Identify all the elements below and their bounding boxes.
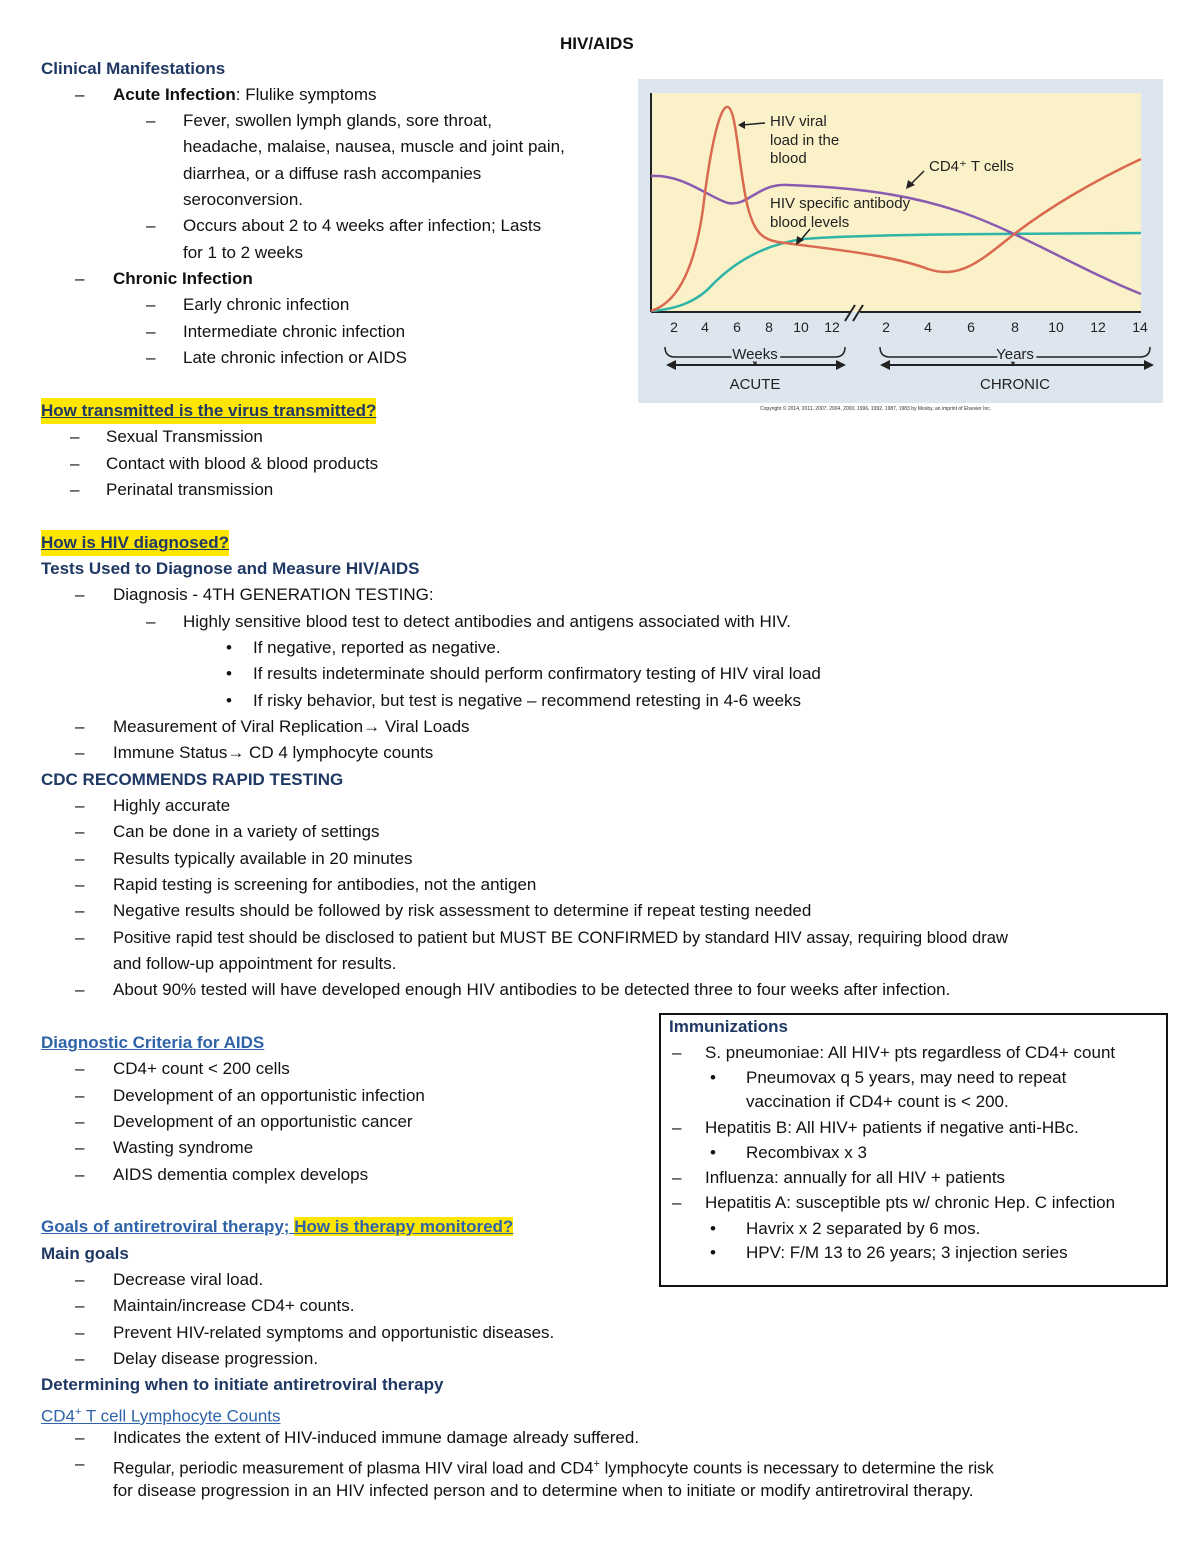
immunization-item: Hepatitis A: susceptible pts w/ chronic Hep. C infection xyxy=(705,1193,1116,1212)
immune-status-label: Immune Status xyxy=(113,743,228,762)
arrow-right-icon: → xyxy=(363,717,381,736)
bullet: • xyxy=(710,1068,716,1087)
viral-label-line: blood xyxy=(770,150,807,167)
page-title: HIV/AIDS xyxy=(560,34,634,53)
initiate-heading: Determining when to initiate antiretroviral therapy xyxy=(41,1375,444,1394)
cd4-sup: + xyxy=(593,1458,600,1470)
dash: – xyxy=(75,1086,85,1105)
cd4-text-rest: T cell Lymphocyte Counts xyxy=(81,1406,281,1426)
dash: – xyxy=(75,85,85,104)
immunization-bullet: Recombivax x 3 xyxy=(746,1143,867,1162)
arrow-left-icon xyxy=(666,360,676,370)
acute-sub-line: Fever, swollen lymph glands, sore throat, xyxy=(183,111,492,130)
dash: – xyxy=(75,875,85,894)
initiate-text: Regular, periodic measurement of plasma HIV viral load and CD4 xyxy=(113,1458,594,1478)
x-tick-label: 14 xyxy=(1132,319,1148,335)
dash: – xyxy=(672,1168,682,1187)
dash: – xyxy=(75,980,85,999)
cd4-text: CD4 xyxy=(41,1406,76,1426)
transmission-heading: How transmitted is the virus transmitted? xyxy=(41,398,376,424)
diagnosis-bullet: If results indeterminate should perform confirmatory testing of HIV viral load xyxy=(253,664,821,683)
goal-item: Prevent HIV-related symptoms and opportunistic diseases. xyxy=(113,1323,555,1342)
goals-heading xyxy=(41,1214,513,1240)
diagnosis-sub-item: Highly sensitive blood test to detect antibodies and antigens associated with HIV. xyxy=(183,612,791,631)
viral-replication-line xyxy=(113,714,470,740)
chronic-sub-line: Late chronic infection or AIDS xyxy=(183,348,407,367)
hiv-progression-chart xyxy=(638,79,1163,403)
rapid-heading: CDC RECOMMENDS RAPID TESTING xyxy=(41,770,344,789)
arrow-left-icon xyxy=(880,360,890,370)
acute-label: Acute Infection xyxy=(113,85,236,104)
years-label: Years xyxy=(996,346,1034,363)
arrow-right-icon: → xyxy=(227,743,245,762)
bullet: • xyxy=(710,1143,716,1162)
viral-loads-label: Viral Loads xyxy=(380,717,470,736)
x-tick-label: 8 xyxy=(765,319,773,335)
viral-label-line: HIV viral xyxy=(770,113,827,130)
dash: – xyxy=(70,454,80,473)
rapid-item: About 90% tested will have developed enough HIV antibodies to be detected three to four weeks after infection. xyxy=(113,980,951,999)
immune-status-line xyxy=(113,740,433,766)
immunization-bullet-continued: vaccination if CD4+ count is < 200. xyxy=(746,1092,1009,1111)
chronic-sub-line: Intermediate chronic infection xyxy=(183,322,406,341)
dash: – xyxy=(75,269,85,288)
transmission-item: Perinatal transmission xyxy=(106,480,274,499)
rapid-item: Negative results should be followed by risk assessment to determine if repeat testing needed xyxy=(113,901,812,920)
dash: – xyxy=(75,717,85,736)
acute-infection-line xyxy=(113,82,377,108)
criteria-item: Development of an opportunistic infection xyxy=(113,1086,425,1105)
dash: – xyxy=(146,216,156,235)
transmission-item: Contact with blood & blood products xyxy=(106,454,379,473)
goal-item: Maintain/increase CD4+ counts. xyxy=(113,1296,355,1315)
criteria-heading: Diagnostic Criteria for AIDS xyxy=(41,1033,265,1052)
x-tick-label: 8 xyxy=(1011,319,1019,335)
dash: – xyxy=(75,928,85,947)
criteria-item: CD4+ count < 200 cells xyxy=(113,1059,290,1078)
viral-replication-label: Measurement of Viral Replication xyxy=(113,717,364,736)
dash: – xyxy=(75,1112,85,1131)
bullet: • xyxy=(226,691,232,710)
diagnosis-heading: How is HIV diagnosed? xyxy=(41,530,229,556)
dash: – xyxy=(672,1193,682,1212)
rapid-item-continued: and follow-up appointment for results. xyxy=(113,954,397,973)
criteria-item: Wasting syndrome xyxy=(113,1138,254,1157)
chronic-label: Chronic Infection xyxy=(113,269,253,288)
initiate-text-rest: lymphocyte counts is necessary to determine the risk xyxy=(599,1458,994,1478)
dash: – xyxy=(75,743,85,762)
acute-sub-line: diarrhea, or a diffuse rash accompanies xyxy=(183,164,482,183)
goal-item: Decrease viral load. xyxy=(113,1270,264,1289)
hiv-progression-figure xyxy=(638,79,1163,403)
diagnosis-bullet: If negative, reported as negative. xyxy=(253,638,501,657)
figure-copyright: Copyright © 2014, 2011, 2007, 2004, 2000, 1996, 1992, 1987, 1983 by Mosby, an imprint of Elsevier Inc. xyxy=(760,406,992,412)
dash: – xyxy=(75,822,85,841)
transmission-item: Sexual Transmission xyxy=(106,427,263,446)
main-goals-heading: Main goals xyxy=(41,1244,129,1263)
cd4-label: CD4⁺ T cells xyxy=(929,158,1014,175)
bullet: • xyxy=(226,638,232,657)
viral-label-line: load in the xyxy=(770,132,840,149)
diagnosis-bullet: If risky behavior, but test is negative – recommend retesting in 4-6 weeks xyxy=(253,691,802,710)
dash: – xyxy=(75,849,85,868)
rapid-item: Rapid testing is screening for antibodies, not the antigen xyxy=(113,875,537,894)
dash: – xyxy=(70,480,80,499)
x-tick-label: 2 xyxy=(882,319,890,335)
dash: – xyxy=(146,295,156,314)
immunizations-heading: Immunizations xyxy=(669,1017,789,1036)
dash: – xyxy=(75,1138,85,1157)
dash: – xyxy=(75,585,85,604)
acute-sep: : xyxy=(235,85,246,104)
chronic-sub-line: Early chronic infection xyxy=(183,295,350,314)
clinical-heading: Clinical Manifestations xyxy=(41,59,226,78)
criteria-item: Development of an opportunistic cancer xyxy=(113,1112,413,1131)
goals-heading-part: Goals of antiretroviral therapy; xyxy=(41,1217,295,1236)
dash: – xyxy=(70,427,80,446)
bullet: • xyxy=(226,664,232,683)
dash: – xyxy=(146,111,156,130)
initiate-item: Indicates the extent of HIV-induced immune damage already suffered. xyxy=(113,1428,640,1447)
x-tick-label: 4 xyxy=(701,319,709,335)
acute-sub-line: Occurs about 2 to 4 weeks after infection; Lasts xyxy=(183,216,542,235)
initiate-item xyxy=(113,1451,994,1482)
dash: – xyxy=(75,1428,85,1447)
diagnosis-item: Diagnosis - 4TH GENERATION TESTING: xyxy=(113,585,434,604)
bullet: • xyxy=(710,1243,716,1262)
weeks-label: Weeks xyxy=(732,346,778,363)
immunization-item: Hepatitis B: All HIV+ patients if negative anti-HBc. xyxy=(705,1118,1079,1137)
x-tick-label: 2 xyxy=(670,319,678,335)
acute-sub-line: for 1 to 2 weeks xyxy=(183,243,304,262)
antibody-label-line: blood levels xyxy=(770,214,850,231)
immunization-bullet: Havrix x 2 separated by 6 mos. xyxy=(746,1219,981,1238)
dash: – xyxy=(75,1349,85,1368)
cd4-counts-label: CD 4 lymphocyte counts xyxy=(244,743,434,762)
immunization-bullet: HPV: F/M 13 to 26 years; 3 injection series xyxy=(746,1243,1068,1262)
initiate-item-continued: for disease progression in an HIV infected person and to determine when to initiate or modify antiretroviral therapy. xyxy=(113,1481,974,1500)
dash: – xyxy=(75,1296,85,1315)
dash: – xyxy=(75,1059,85,1078)
dash: – xyxy=(75,1165,85,1184)
therapy-monitor-heading: How is therapy monitored? xyxy=(294,1217,514,1236)
x-tick-label: 10 xyxy=(793,319,809,335)
acute-sub-line: headache, malaise, nausea, muscle and joint pain, xyxy=(183,137,565,156)
dash: – xyxy=(75,1323,85,1342)
x-tick-label: 12 xyxy=(1090,319,1106,335)
antibody-label-line: HIV specific antibody xyxy=(770,195,911,212)
rapid-item: Results typically available in 20 minutes xyxy=(113,849,413,868)
dash: – xyxy=(75,1454,85,1473)
x-tick-label: 6 xyxy=(967,319,975,335)
chronic-label: CHRONIC xyxy=(980,376,1050,393)
dash: – xyxy=(146,322,156,341)
x-tick-label: 4 xyxy=(924,319,932,335)
immunization-item: S. pneumoniae: All HIV+ pts regardless of CD4+ count xyxy=(705,1043,1116,1062)
rapid-item: Positive rapid test should be disclosed to patient but MUST BE CONFIRMED by standard HIV assay, requiring blood draw xyxy=(113,928,1008,947)
dash: – xyxy=(672,1043,682,1062)
rapid-item: Highly accurate xyxy=(113,796,231,815)
x-tick-label: 10 xyxy=(1048,319,1064,335)
rapid-item: Can be done in a variety of settings xyxy=(113,822,380,841)
x-tick-label: 6 xyxy=(733,319,741,335)
x-tick-label: 12 xyxy=(824,319,840,335)
dash: – xyxy=(75,796,85,815)
acute-text: Flulike symptoms xyxy=(245,85,377,104)
bullet: • xyxy=(710,1219,716,1238)
arrow-right-icon xyxy=(836,360,846,370)
diagnosis-subheading: Tests Used to Diagnose and Measure HIV/AIDS xyxy=(41,559,420,578)
acute-sub-line: seroconversion. xyxy=(183,190,304,209)
goal-item: Delay disease progression. xyxy=(113,1349,319,1368)
immunization-item: Influenza: annually for all HIV + patients xyxy=(705,1168,1006,1187)
criteria-item: AIDS dementia complex develops xyxy=(113,1165,369,1184)
dash: – xyxy=(146,348,156,367)
dash: – xyxy=(75,1270,85,1289)
dash: – xyxy=(146,612,156,631)
immunization-bullet: Pneumovax q 5 years, may need to repeat xyxy=(746,1068,1067,1087)
cd4-sup: + xyxy=(75,1406,82,1418)
dash: – xyxy=(75,901,85,920)
dash: – xyxy=(672,1118,682,1137)
arrow-right-icon xyxy=(1144,360,1154,370)
acute-label: ACUTE xyxy=(729,376,781,393)
